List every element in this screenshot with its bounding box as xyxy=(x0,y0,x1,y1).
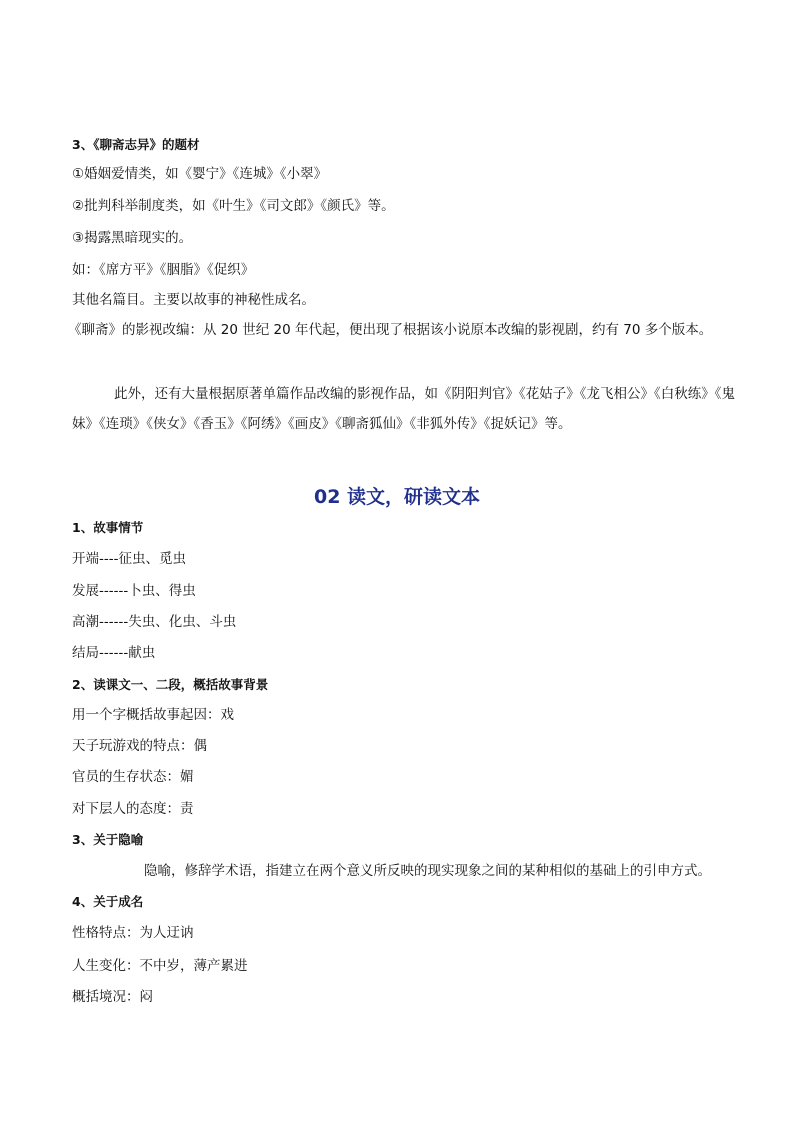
theme-item: ②批判科举制度类，如《叶生》《司文郎》《颜氏》等。 xyxy=(72,198,395,214)
metaphor-text: 隐喻，修辞学术语，指建立在两个意义所反映的现实现象之间的某种相似的基础上的引申方式。 xyxy=(144,863,711,879)
background-item: 用一个字概括故事起因：戏 xyxy=(72,707,234,723)
theme-item: 其他名篇目。主要以故事的神秘性成名。 xyxy=(72,292,315,308)
theme-item: ①婚姻爱情类，如《婴宁》《连城》《小翠》 xyxy=(72,166,328,182)
theme-item: ③揭露黑暗现实的。 xyxy=(72,230,193,246)
plot-title: 1、故事情节 xyxy=(72,520,144,535)
metaphor-title: 3、关于隐喻 xyxy=(72,832,144,847)
background-item: 官员的生存状态：媚 xyxy=(72,769,194,785)
paragraph-more-adaptations: 此外，还有大量根据原著单篇作品改编的影视作品，如《阴阳判官》《花姑子》《龙飞相公》《白秋练》《鬼妹》《连琐》《侠女》《香玉》《阿绣》《画皮》《聊斋狐仙》《非狐外传》《捉妖记》等。 xyxy=(72,386,735,432)
chengming-item: 人生变化：不中岁，薄产累进 xyxy=(72,958,248,974)
plot-item: 开端----征虫、觅虫 xyxy=(72,551,186,567)
paragraph-adaptation: 《聊斋》的影视改编：从 20 世纪 20 年代起，便出现了根据该小说原本改编的影视剧，约有 70 多个版本。 xyxy=(68,322,713,338)
plot-item: 高潮------失虫、化虫、斗虫 xyxy=(72,614,237,630)
plot-item: 发展------卜虫、得虫 xyxy=(72,583,196,599)
plot-item: 结局------献虫 xyxy=(72,645,156,661)
background-item: 对下层人的态度：责 xyxy=(72,801,194,817)
background-item: 天子玩游戏的特点：偶 xyxy=(72,738,207,754)
chengming-item: 概括境况：闷 xyxy=(72,989,153,1005)
theme-item: 如：《席方平》《胭脂》《促织》 xyxy=(72,262,255,278)
chengming-title: 4、关于成名 xyxy=(72,894,144,909)
section-heading: 02 读文，研读文本 xyxy=(313,486,481,508)
chengming-item: 性格特点：为人迂讷 xyxy=(72,925,194,941)
background-title: 2、读课文一、二段，概括故事背景 xyxy=(72,677,269,692)
section-title-themes: 3、《聊斋志异》的题材 xyxy=(72,137,200,152)
